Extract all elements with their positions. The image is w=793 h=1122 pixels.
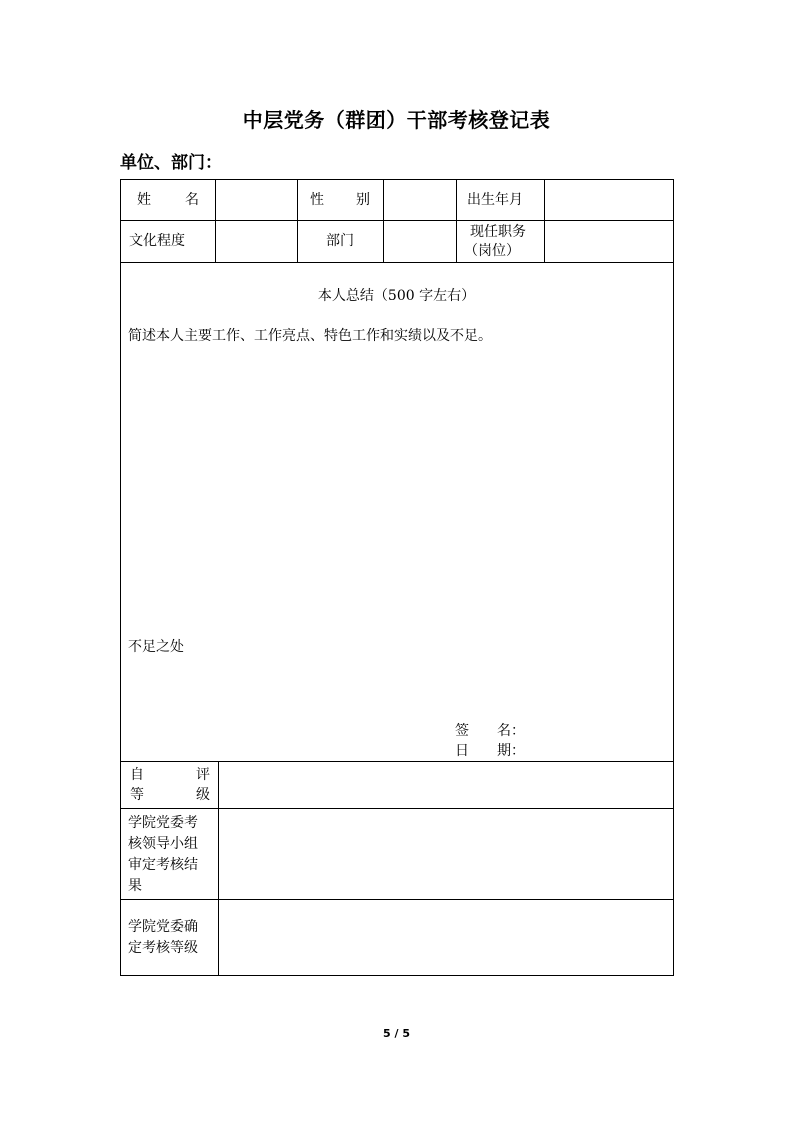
signature-label: 签 名：: [455, 723, 525, 739]
committee-review-label-line: 核领导小组: [128, 836, 198, 852]
gender-label: 性 别: [310, 192, 370, 208]
column-divider: [297, 179, 298, 263]
department-label: 部门: [326, 233, 354, 249]
name-value-cell[interactable]: [216, 180, 297, 220]
committee-review-label-line: 果: [128, 878, 142, 894]
education-label: 文化程度: [129, 233, 185, 249]
row-divider: [120, 262, 674, 263]
department-value-cell[interactable]: [384, 221, 456, 262]
gender-value-cell[interactable]: [384, 180, 456, 220]
summary-instruction: 简述本人主要工作、工作亮点、特色工作和实绩以及不足。: [128, 328, 492, 344]
date-label: 日 期：: [455, 743, 525, 759]
education-value-cell[interactable]: [216, 221, 297, 262]
page-number: 5 / 5: [383, 1027, 410, 1040]
self-rating-value-cell[interactable]: [219, 762, 673, 808]
birth-date-label: 出生年月: [467, 192, 523, 208]
summary-text-area[interactable]: [121, 350, 673, 630]
committee-grade-label-line: 定考核等级: [128, 940, 198, 956]
unit-department-label: 单位、部门：: [120, 153, 222, 173]
committee-review-label-line: 审定考核结: [128, 857, 198, 873]
column-divider: [456, 179, 457, 263]
self-rating-label-line2: 等 级: [130, 787, 210, 803]
committee-review-value-cell[interactable]: [219, 809, 673, 899]
summary-heading: 本人总结（500 字左右）: [317, 288, 476, 304]
position-label-line2: （岗位）: [464, 243, 520, 259]
name-label: 姓 名: [137, 192, 199, 208]
shortcomings-label: 不足之处: [128, 639, 184, 655]
position-value-cell[interactable]: [545, 221, 673, 262]
table-border-bottom: [120, 975, 674, 976]
self-rating-label-line1: 自 评: [130, 767, 210, 783]
birth-date-value-cell[interactable]: [545, 180, 673, 220]
committee-grade-label-line: 学院党委确: [128, 919, 198, 935]
form-title: 中层党务（群团）干部考核登记表: [242, 108, 551, 132]
position-label-line1: 现任职务: [470, 224, 526, 240]
committee-review-label-line: 学院党委考: [128, 815, 198, 831]
committee-grade-value-cell[interactable]: [219, 900, 673, 975]
